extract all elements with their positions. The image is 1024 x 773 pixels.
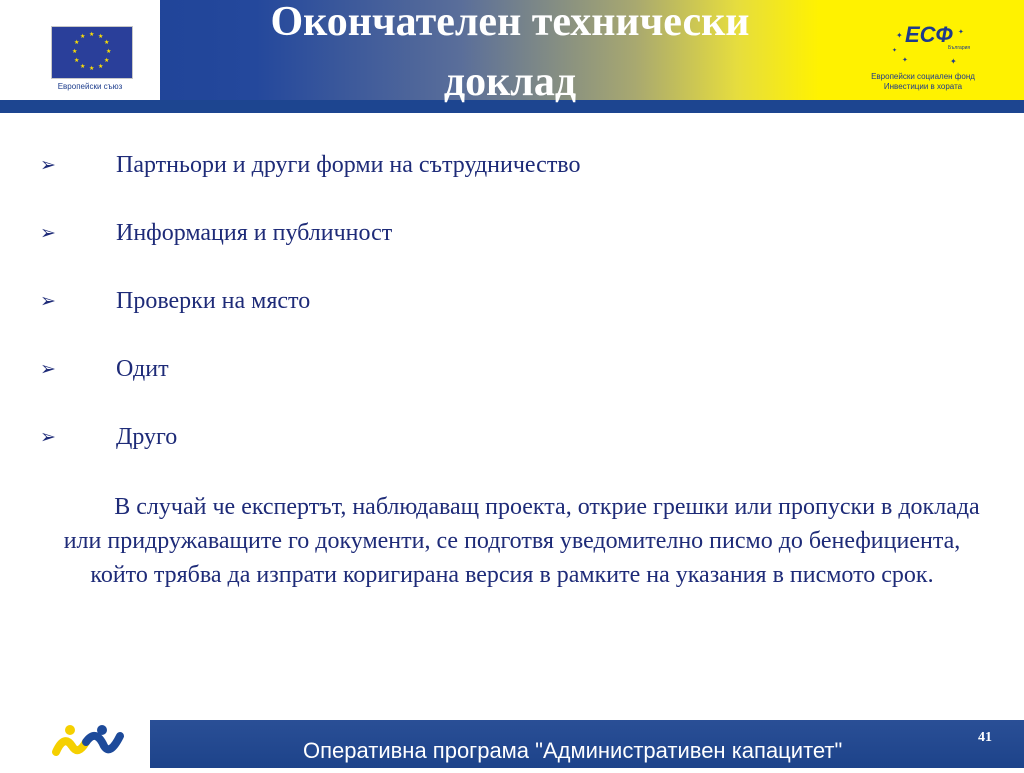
eu-star-icon: ★ [80,33,86,40]
esf-caption-line1: Европейски социален фонд [871,72,975,81]
page-title [190,0,830,112]
arrow-bullet-icon: ➢ [40,290,56,312]
list-item-label: Проверки на място [116,288,311,314]
esf-caption-line2: Инвестиции в хората [883,82,963,91]
esf-caption [858,72,988,92]
list-item-label: Партньори и други форми на сътрудничество [116,152,581,178]
body-paragraph: В случай че експертът, наблюдаващ проекта, открие грешки или пропуски в доклада или придружаващите го документи, се подготвя уведомително писмо до бенефициента, който трябва да изпрати коригирана версия в рамките на указания в писмото срок. [63,494,980,588]
esf-logo [858,18,988,98]
eu-star-icon: ★ [89,65,95,72]
svg-text:✦: ✦ [950,57,957,66]
esf-logo-text: ЕСФ [905,22,953,47]
svg-text:✦: ✦ [902,56,908,64]
eu-star-icon: ★ [89,31,95,38]
page-title-line1: Окончателен технически [270,0,750,45]
eu-star-icon: ★ [104,39,110,46]
svg-text:✦: ✦ [896,31,903,40]
svg-text:✦: ✦ [892,47,898,54]
eu-star-icon: ★ [80,63,86,70]
eu-star-icon: ★ [98,63,104,70]
svg-text:✦: ✦ [958,28,964,36]
arrow-bullet-icon: ➢ [40,222,56,244]
arrow-bullet-icon: ➢ [40,358,56,380]
arrow-bullet-icon: ➢ [40,154,56,176]
page-number: 41 [978,730,992,745]
eu-star-icon: ★ [106,48,112,55]
page-title-line2: доклад [443,59,577,105]
list-item-label: Информация и публичност [116,220,393,246]
eu-flag-icon [51,26,133,79]
arrow-bullet-icon: ➢ [40,426,56,448]
list-item-label: Одит [116,356,169,382]
eu-logo [0,0,160,100]
eu-caption: Европейски съюз [57,82,123,91]
eu-star-icon: ★ [72,48,78,55]
eu-star-icon: ★ [74,39,80,46]
eu-star-icon: ★ [104,57,110,64]
esf-logo-sub: България [948,45,971,51]
list-item-label: Друго [116,424,178,450]
eu-star-icon: ★ [98,33,104,40]
eu-star-icon: ★ [74,57,80,64]
program-logo [0,720,150,768]
footer-program-title: Оперативна програма "Административен капацитет" [303,738,843,763]
program-logo-icon [0,720,150,768]
